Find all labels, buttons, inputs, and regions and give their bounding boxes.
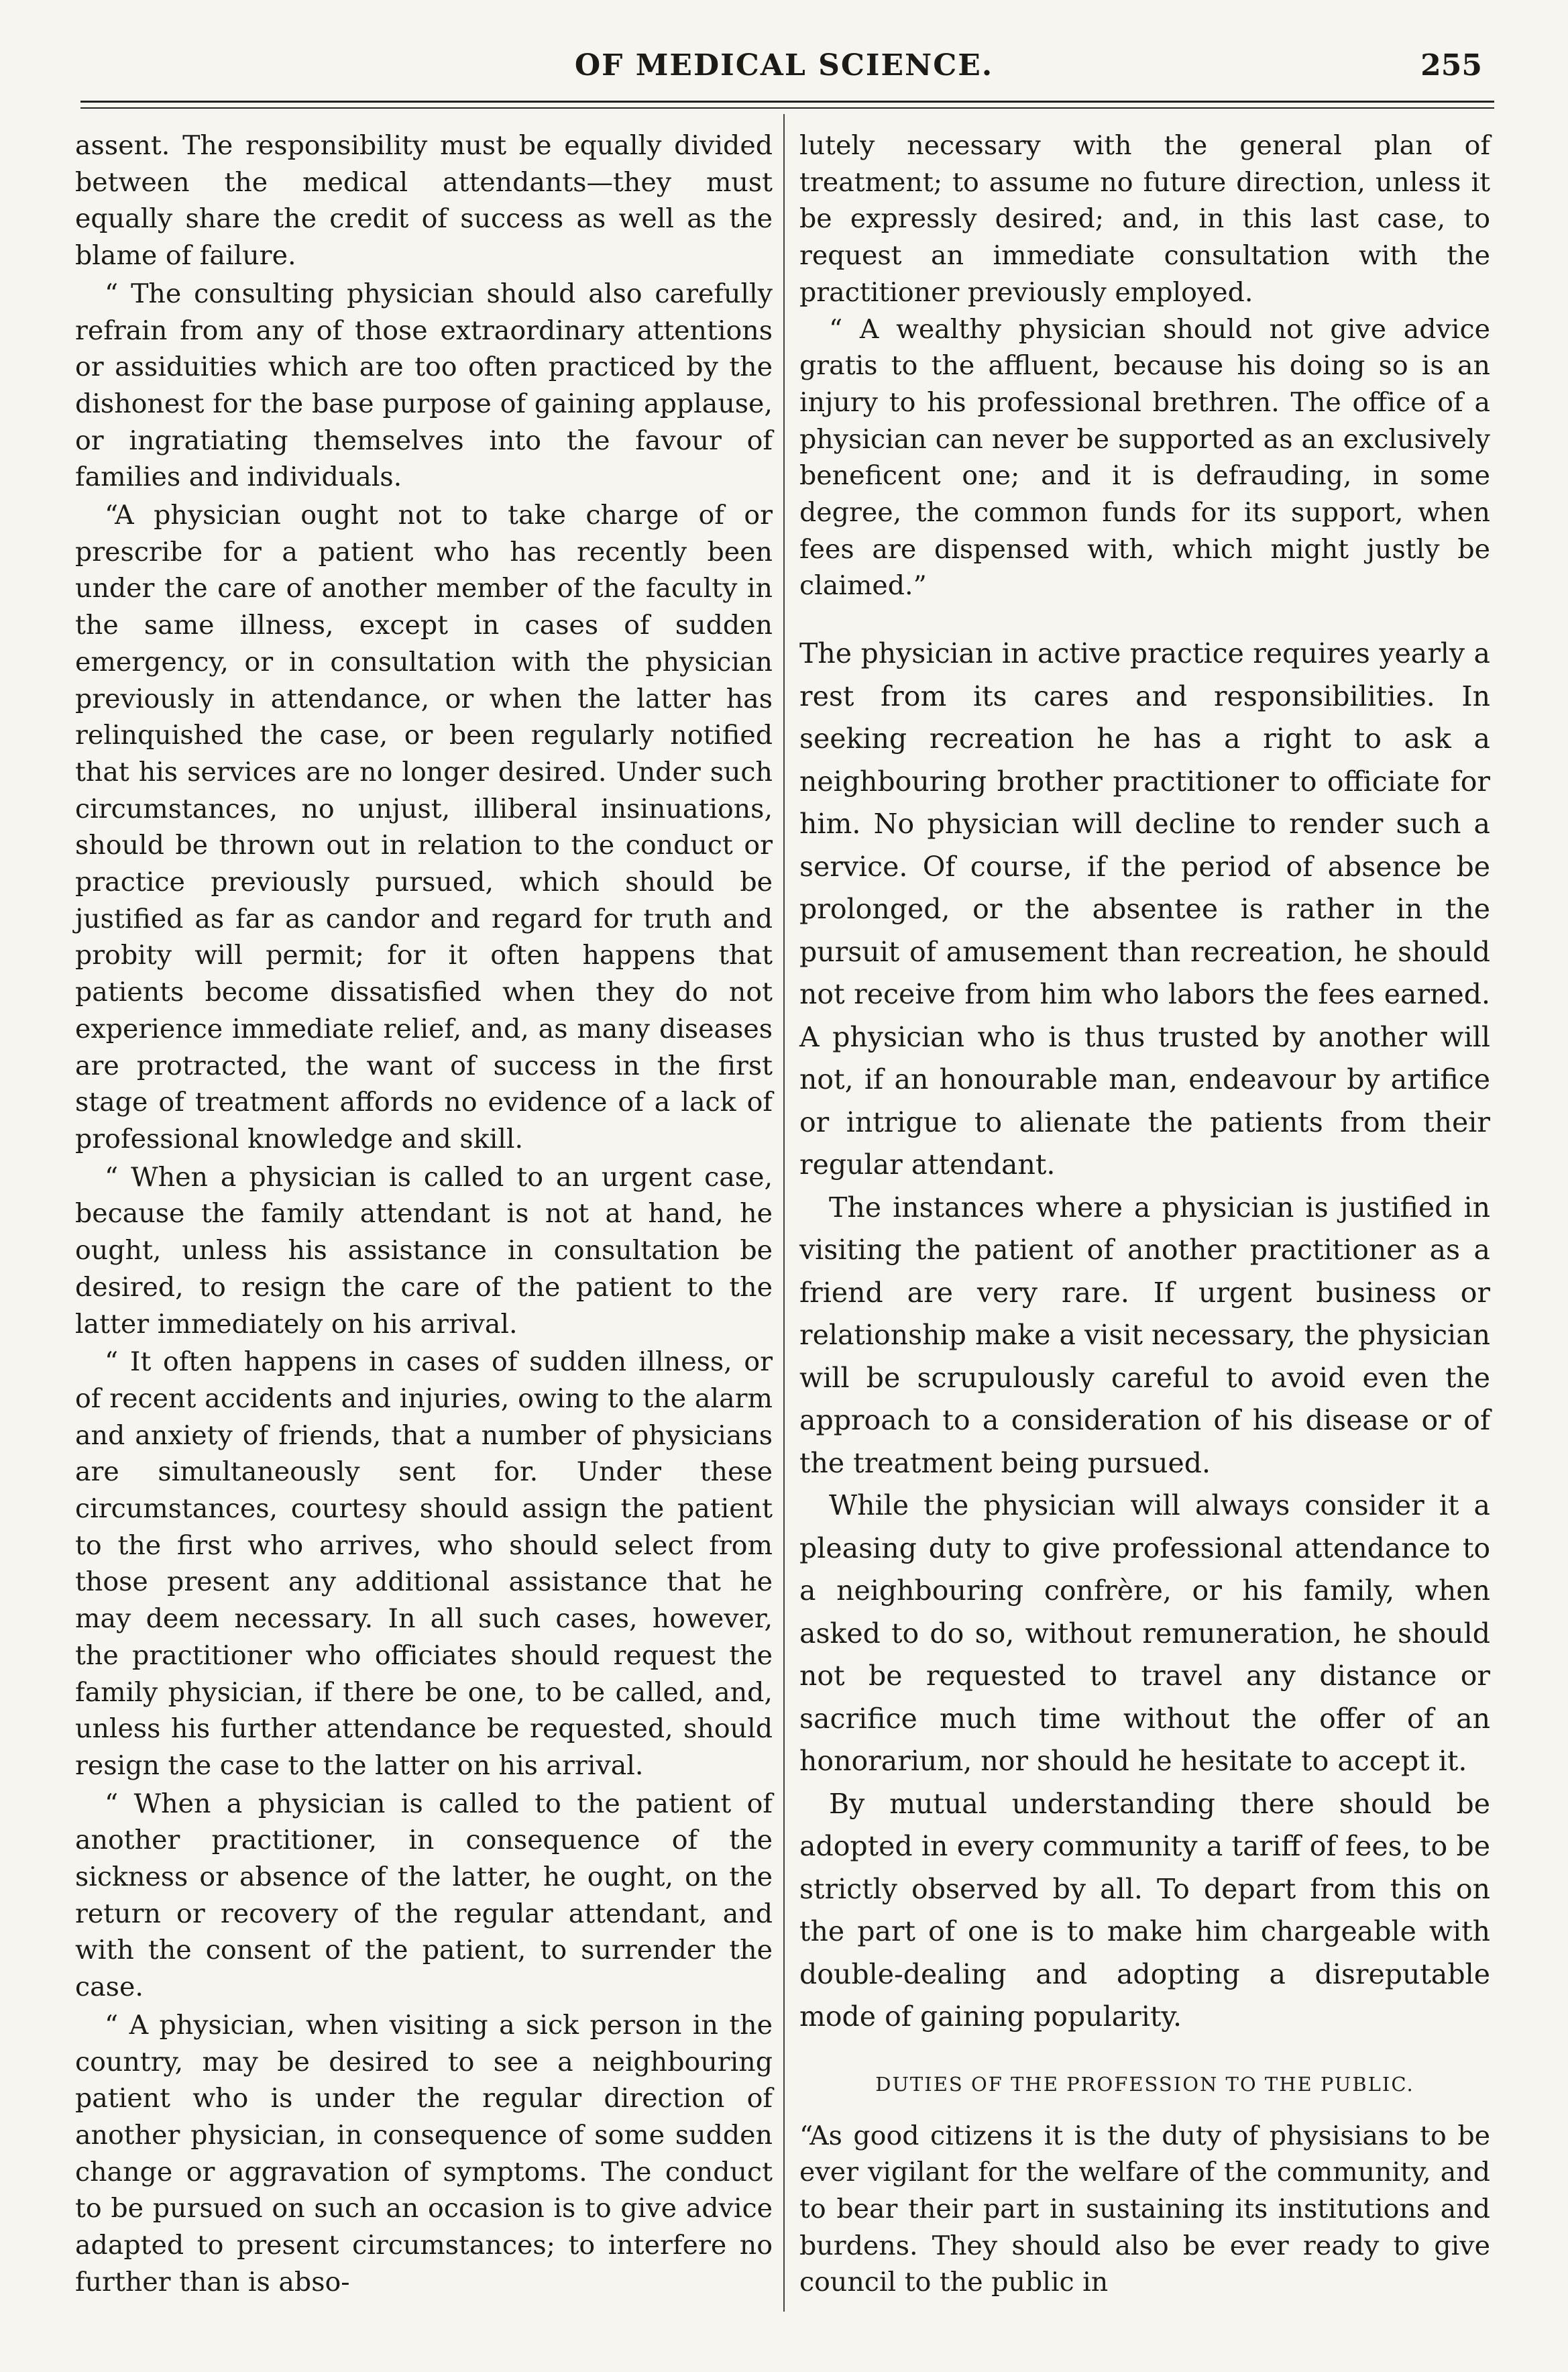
paragraph: By mutual understanding there should be adopted in every community a tariff of fees, to be strictly observed by all. To depart from this on the part of one is to make him chargeable with double-dealing and adopting a disreputable mode of gaining popularity.: [799, 1787, 1490, 2033]
paragraph: “As good citizens it is the duty of physisians to be ever vigilant for the welfare of the community, and to bear their part in sustaining its institutions and burdens. They should also be ever ready to give council to the public in: [799, 2120, 1490, 2298]
paragraph: “ When a physician is called to an urgent case, because the family attendant is not at hand, he ought, unless his assistance in consultation be desired, to resign the care of the patient to the latter immediately on his arrival.: [75, 1161, 773, 1340]
paragraph: The instances where a physician is justified in visiting the patient of another practitioner as a friend are very rare. If urgent business or relationship make a visit necessary, the physician will be scrupulously careful to avoid even the approach to a consideration of his disease or of the treatment being pursued.: [799, 1191, 1490, 1479]
paragraph: lutely necessary with the general plan of treatment; to assume no future direction, unless it be expressly desired; and, in this last case, to request an immediate consultation with the practitioner previously employed.: [799, 130, 1490, 308]
paragraph: assent. The responsibility must be equally divided between the medical attendants—they must equally share the credit of success as well as the blame of failure.: [75, 130, 773, 272]
paragraph: While the physician will always consider it a pleasing duty to give professional attendance to a neighbouring confrère, or his family, when asked to do so, without remuneration, he should not be requested to travel any distance or sacrifice much time without the offer of an honorarium, nor should he hesitate to accept it.: [799, 1489, 1490, 1778]
page-header: [74, 39, 1494, 99]
column-divider: [783, 114, 785, 2312]
header-rule-thin: [80, 107, 1494, 109]
right-column: [799, 127, 1490, 2301]
spacer: [799, 604, 1490, 633]
paragraph: “ It often happens in cases of sudden illness, or of recent accidents and injuries, owing to the alarm and anxiety of friends, that a number of physicians are simultaneously sent for. Under these circumstances, courtesy should assign the patient to the first who arrives, who should select from those present any additional assistance that he may deem necessary. In all such cases, however, the practitioner who officiates should request the family physician, if there be one, to be called, and, unless his further attendance be requested, should resign the case to the latter on his arrival.: [75, 1346, 773, 1781]
paragraph: “A physician ought not to take charge of or prescribe for a patient who has recently been under the care of another member of the faculty in the same illness, except in cases of sudden emergency, or in consultation with the physician previously in attendance, or when the latter has relinquished the case, or been regularly notified that his services are no longer desired. Under such circumstances, no unjust, illiberal insinuations, should be thrown out in relation to the conduct or practice previously pursued, which should be justified as far as candor and regard for truth and probity will permit; for it often happens that patients become dissatisfied when they do not experience immediate relief, and, as many diseases are protracted, the want of success in the first stage of treatment affords no evidence of a lack of professional knowledge and skill.: [75, 500, 773, 1154]
paragraph: “ A wealthy physician should not give advice gratis to the affluent, because his doing so is an injury to his professional brethren. The office of a physician can never be supported as an exclusively beneficent one; and it is defrauding, in some degree, the common funds for its support, when fees are dispensed with, which might justly be claimed.”: [799, 313, 1490, 602]
paragraph: “ The consulting physician should also carefully refrain from any of those extraordinary attentions or assiduities which are too often practiced by the dishonest for the base purpose of gaining applause, or ingratiating themselves into the favour of families and individuals.: [75, 278, 773, 493]
running-title: OF MEDICAL SCIENCE.: [574, 48, 994, 83]
left-column: [75, 127, 773, 2300]
paragraph: “ A physician, when visiting a sick person in the country, may be desired to see a neighbouring patient who is under the regular direction of another physician, in consequence of some sudden change or aggravation of symptoms. The conduct to be pursued on such an occasion is to give advice adapted to present circumstances; to interfere no further than is abso-: [75, 2009, 773, 2298]
paragraph: The physician in active practice requires yearly a rest from its cares and responsibilities. In seeking recreation he has a right to ask a neighbouring brother practitioner to officiate for him. No physician will decline to render such a service. Of course, if the period of absence be prolonged, or the absentee is rather in the pursuit of amusement than recreation, he should not receive from him who labors the fees earned. A physician who is thus trusted by another will not, if an honourable man, endeavour by artifice or intrigue to alienate the patients from their regular attendant.: [799, 637, 1490, 1181]
paragraph: “ When a physician is called to the patient of another practitioner, in consequence of the sickness or absence of the latter, he ought, on the return or recovery of the regular attendant, and with the consent of the patient, to surrender the case.: [75, 1788, 773, 2003]
page-number: 255: [1420, 48, 1482, 83]
section-heading: DUTIES OF THE PROFESSION TO THE PUBLIC.: [875, 2072, 1414, 2096]
header-rule: [80, 101, 1494, 103]
